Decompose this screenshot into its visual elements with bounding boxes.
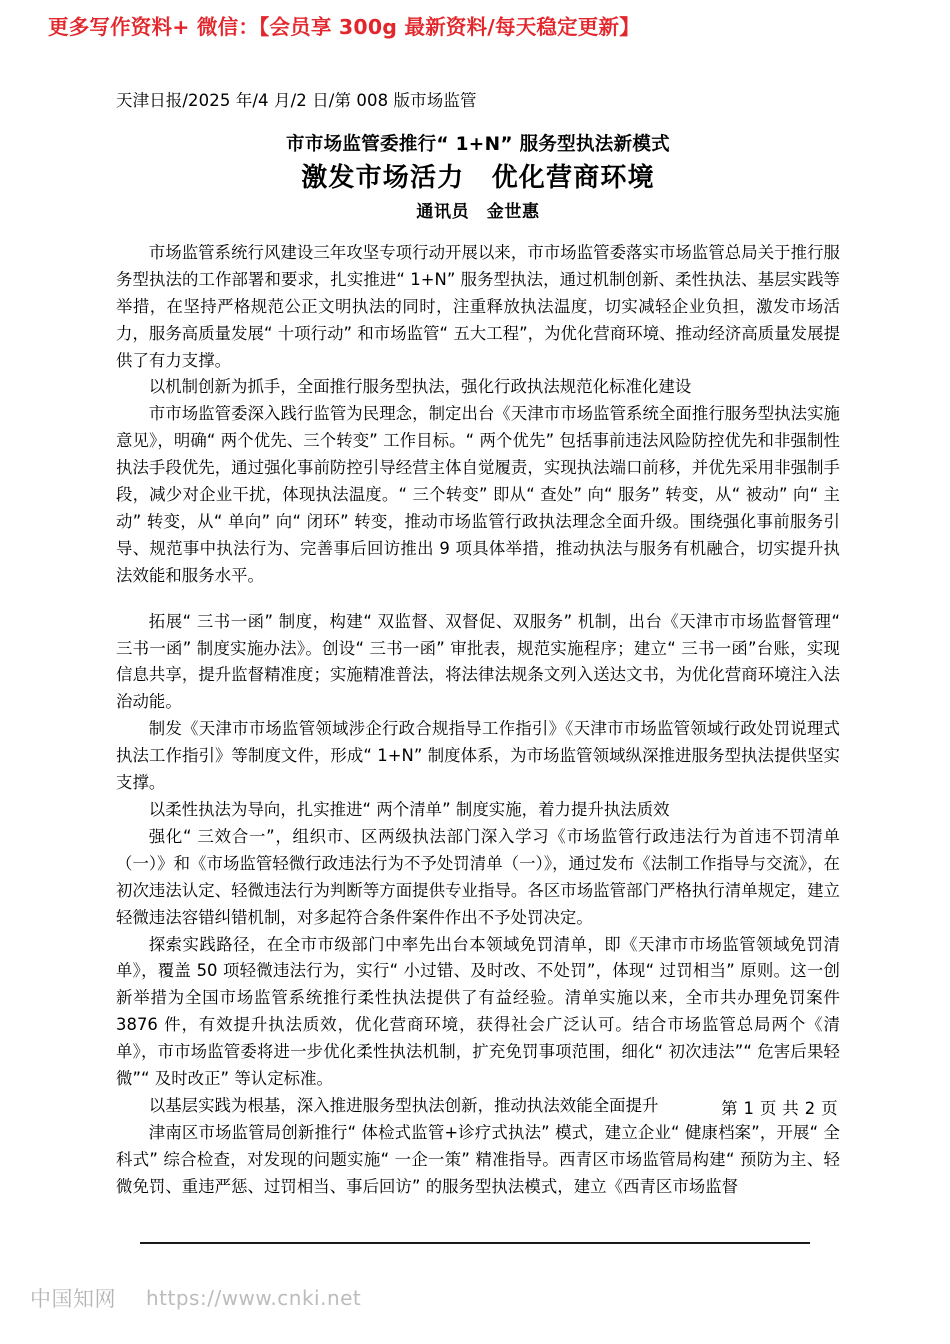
article-paragraph: 以机制创新为抓手，全面推行服务型执法，强化行政执法规范化标准化建设 bbox=[148, 377, 692, 397]
article-paragraph: 制发《天津市市场监管领域涉企行政合规指导工作指引》《天津市市场监管领域行政处罚说理式执法工作指引》等制度文件，形成“ 1+N” 制度体系，为市场监管领域纵深推进服务型执法提供坚实支撑。 bbox=[116, 719, 840, 793]
page-title: 激发市场活力 优化营商环境 bbox=[301, 163, 655, 194]
article-container bbox=[116, 88, 840, 1201]
cnki-watermark bbox=[30, 1283, 361, 1313]
article-paragraph: 以柔性执法为导向，扎实推进“ 两个清单” 制度实施，着力提升执法质效 bbox=[148, 800, 670, 819]
article-paragraph: 以基层实践为根基，深入推进服务型执法创新，推动执法效能全面提升 bbox=[148, 1095, 659, 1115]
article-paragraph: 强化“ 三效合一”，组织市、区两级执法部门深入学习《市场监管行政违法行为首违不罚清单（一）》和《市场监管轻微行政违法行为不予处罚清单（一）》，通过发布《法制工作指导与交流》，在初次违法认定、轻微违法行为判断等方面提供专业指导。各区市场监管部门严格执行清单规定，建立轻微违法容错纠错机制，对多起符合条件案件作出不予处罚决定。 bbox=[116, 826, 840, 927]
article-paragraph: 市场监管系统行风建设三年攻坚专项行动开展以来，市市场监管委落实市场监管总局关于推行服务型执法的工作部署和要求，扎实推进“ 1+N” 服务型执法，通过机制创新、柔性执法、基层实践等举措，在坚持严格规范公正文明执法的同时，注重释放执法温度，切实减轻企业负担，激发市场活力，服务高质量发展“ 十项行动” 和市场监管“ 五大工程”，为优化营商环境、推动经济高质量发展提供了有力支撑。 bbox=[116, 242, 841, 370]
headline-block bbox=[116, 131, 840, 226]
article-paragraph: 探索实践路径，在全市市级部门中率先出台本领域免罚清单，即《天津市市场监管领域免罚清单》，覆盖 50 项轻微违法行为，实行“ 小过错、及时改、不处罚”，体现“ 过罚相当” 原则。这一创新举措为全国市场监管系统推行柔性执法提供了有益经验。清单实施以来，全市共办理免罚案件 3876 件，有效提升执法质效，优化营商环境，获得社会广泛认可。结合市场监管总局两个《清单》，市市场监管委将进一步优化柔性执法机制，扩充免罚事项范围，细化“ 初次违法”“ 危害后果轻微”“ 及时改正” 等认定标准。 bbox=[116, 934, 840, 1089]
footer-divider bbox=[140, 1242, 810, 1244]
article-byline: 通讯员 金世惠 bbox=[416, 202, 540, 223]
article-kicker: 市市场监管委推行“ 1+N” 服务型执法新模式 bbox=[286, 133, 670, 155]
page-number-footer: 第 1 页 共 2 页 bbox=[721, 1099, 838, 1118]
promo-banner: 更多写作资料+ 微信：【会员享 300g 最新资料/每天稳定更新】 bbox=[48, 15, 640, 39]
article-paragraph: 市市场监管委深入践行监管为民理念，制定出台《天津市市场监管系统全面推行服务型执法实施意见》，明确“ 两个优先、三个转变” 工作目标。“ 两个优先” 包括事前违法风险防控优先和非强制性执法手段优先，通过强化事前防控引导经营主体自觉履责，实现执法端口前移，并优先采用非强制手段，减少对企业干扰，体现执法温度。“ 三个转变” 即从“ 查处” 向“ 服务” 转变，从“ 被动” 向“ 主动” 转变，从“ 单向” 向“ 闭环” 转变，推动市场监管行政执法理念全面升级。围绕强化事前服务引导、规范事中执法行为、完善事后回访推出 9 项具体举措，推动执法与服务有机融合，切实提升执法效能和服务水平。 bbox=[116, 404, 840, 585]
article-body bbox=[116, 240, 840, 1201]
cnki-watermark-url: https://www.cnki.net bbox=[146, 1286, 362, 1310]
source-citation: 天津日报/2025 年/4 月/2 日/第 008 版市场监管 bbox=[116, 91, 477, 110]
article-paragraph: 津南区市场监管局创新推行“ 体检式监管+诊疗式执法” 模式，建立企业“ 健康档案”，开展“ 全科式” 综合检查，对发现的问题实施“ 一企一策” 精准指导。西青区市场监管局构建“ 预防为主、轻微免罚、重违严惩、过罚相当、事后回访” 的服务型执法模式，建立《西青区市场监督 bbox=[116, 1122, 841, 1196]
article-paragraph: 拓展“ 三书一函” 制度，构建“ 双监督、双督促、双服务” 机制，出台《天津市市场监督管理“ 三书一函” 制度实施办法》。创设“ 三书一函” 审批表，规范实施程序；建立“ 三书一函”台账，实现信息共享，提升监督精准度；实施精准普法，将法律法规条文列入送达文书，为优化营商环境注入法治动能。 bbox=[116, 611, 840, 712]
cnki-watermark-name: 中国知网 bbox=[30, 1287, 116, 1311]
